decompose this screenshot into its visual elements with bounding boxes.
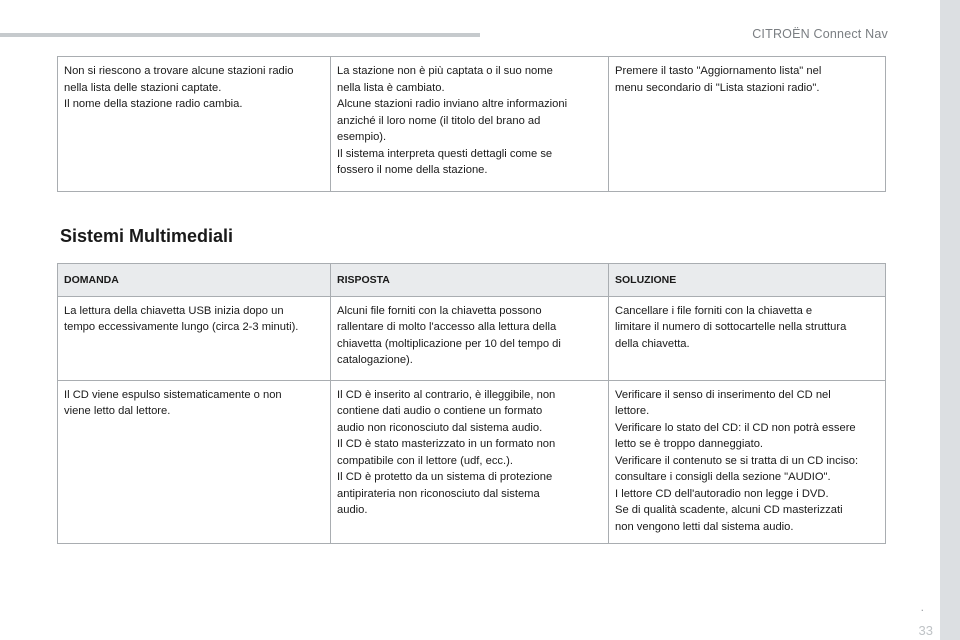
cell-line: Premere il tasto "Aggiornamento lista" nel — [615, 65, 822, 77]
column-header-question: DOMANDA — [58, 264, 331, 297]
cell-line: menu secondario di "Lista stazioni radio". — [615, 81, 820, 94]
multimedia-troubleshooting-table — [57, 263, 886, 544]
question-cell — [58, 296, 331, 380]
cell-line: lettore. — [615, 405, 650, 417]
radio-troubleshooting-table — [57, 56, 886, 192]
column-header-answer: RISPOSTA — [331, 264, 609, 297]
cell-line: audio non riconosciuto dal sistema audio. — [337, 421, 543, 434]
cell-line: Non si riescono a trovare alcune stazioni radio — [64, 65, 294, 77]
cell-line: nella lista è cambiato. — [337, 81, 445, 94]
cell-line: Il sistema interpreta questi dettagli come se — [337, 147, 553, 160]
cell-line: tempo eccessivamente lungo (circa 2-3 minuti). — [64, 321, 299, 333]
question-cell — [58, 57, 331, 192]
table-row — [58, 57, 886, 192]
question-cell — [58, 380, 331, 544]
answer-cell — [331, 296, 609, 380]
cell-line: Il nome della stazione radio cambia. — [64, 98, 243, 110]
cell-line: chiavetta (moltiplicazione per 10 del tempo di — [337, 337, 561, 350]
cell-line: Il CD viene espulso sistematicamente o non — [64, 388, 282, 401]
cell-line: audio. — [337, 504, 368, 516]
cell-line: La stazione non è più captata o il suo nome — [337, 65, 553, 77]
page-dot-marker: . — [920, 600, 924, 614]
header-divider-bar — [0, 33, 480, 37]
cell-line: nella lista delle stazioni captate. — [64, 81, 222, 94]
answer-cell — [331, 57, 609, 192]
cell-line: Alcuni file forniti con la chiavetta possono — [337, 304, 542, 317]
cell-line: compatibile con il lettore (udf, ecc.). — [337, 454, 513, 467]
cell-line: limitare il numero di sottocartelle nella struttura — [615, 321, 847, 333]
cell-line: Verificare lo stato del CD: il CD non potrà essere — [615, 421, 856, 434]
answer-cell — [331, 380, 609, 544]
cell-line: Il CD è inserito al contrario, è illeggibile, non — [337, 388, 556, 401]
cell-line: Cancellare i file forniti con la chiavetta e — [615, 304, 813, 317]
cell-line: letto se è troppo danneggiato. — [615, 438, 764, 450]
table-row — [58, 296, 886, 380]
table-row — [58, 380, 886, 544]
cell-line: non vengono letti dal sistema audio. — [615, 520, 794, 533]
cell-line: rallentare di molto l'accesso alla lettura della — [337, 321, 557, 333]
section-heading: Sistemi Multimediali — [60, 226, 234, 246]
cell-line: I lettore CD dell'autoradio non legge i DVD. — [615, 487, 829, 500]
cell-line: antipirateria non riconosciuto dal sistema — [337, 487, 540, 500]
cell-line: Alcune stazioni radio inviano altre informazioni — [337, 98, 568, 110]
cell-line: Verificare il contenuto se si tratta di un CD inciso: — [615, 454, 859, 467]
cell-line: La lettura della chiavetta USB inizia dopo un — [64, 304, 284, 317]
cell-line: Verificare il senso di inserimento del CD nel — [615, 388, 831, 401]
column-header-solution: SOLUZIONE — [609, 264, 886, 297]
side-margin-strip — [940, 0, 960, 640]
cell-line: viene letto dal lettore. — [64, 405, 171, 417]
cell-line: della chiavetta. — [615, 337, 690, 350]
page-number: 33 — [918, 623, 933, 638]
solution-cell — [609, 57, 886, 192]
cell-line: Il CD è protetto da un sistema di protezione — [337, 471, 553, 483]
cell-line: consultare i consigli della sezione "AUDIO". — [615, 471, 831, 483]
solution-cell — [609, 380, 886, 544]
cell-line: fossero il nome della stazione. — [337, 164, 488, 176]
cell-line: catalogazione). — [337, 354, 413, 366]
cell-line: esempio). — [337, 131, 387, 143]
solution-cell — [609, 296, 886, 380]
table-header-row — [58, 264, 886, 297]
cell-line: Il CD è stato masterizzato in un formato non — [337, 438, 556, 450]
cell-line: Se di qualità scadente, alcuni CD masterizzati — [615, 504, 843, 516]
cell-line: anziché il loro nome (il titolo del brano ad — [337, 114, 541, 127]
cell-line: contiene dati audio o contiene un formato — [337, 405, 543, 417]
header-title: CITROËN Connect Nav — [752, 27, 888, 41]
